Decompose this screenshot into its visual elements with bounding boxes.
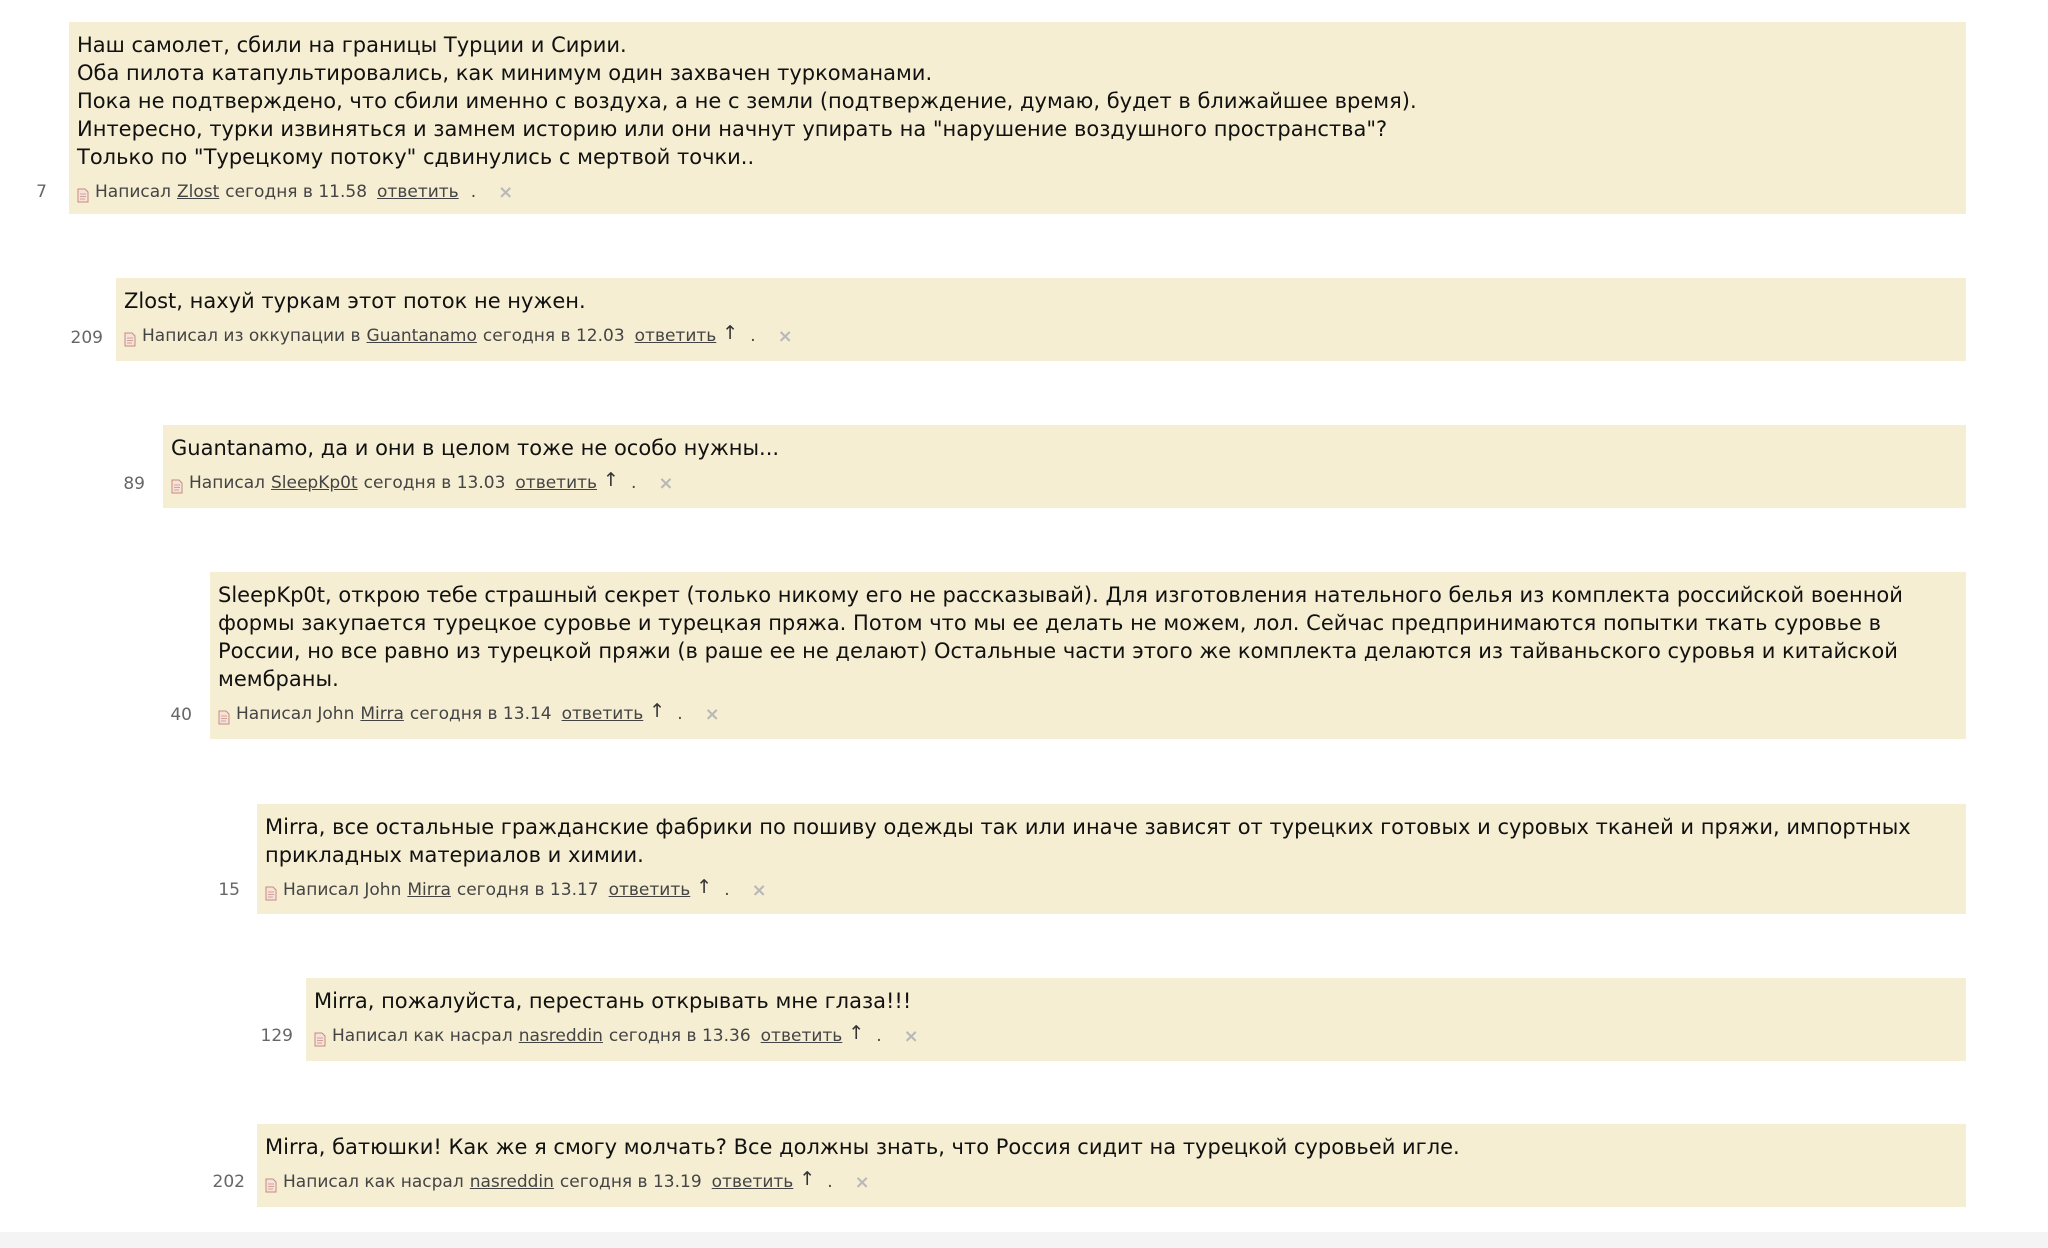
comment-text: Mirra, батюшки! Как же я смогу молчать? Все должны знать, что Россия сидит на турецкой суровьей игле. [265,1135,1460,1159]
comment-text: Zlost, нахуй туркам этот поток не нужен. [124,289,586,313]
comment-time: сегодня в 12.03 [482,326,625,346]
parent-arrow-icon[interactable]: ↑ [603,469,619,491]
comment-meta [124,322,1958,347]
comment-meta [218,700,1958,725]
comment-rating: 40 [170,705,192,725]
close-icon[interactable]: × [658,473,674,494]
comment-text: Mirra, пожалуйста, перестань открывать мне глаза!!! [314,989,912,1013]
comment-meta [171,469,1958,494]
author-prefix: Написал John [236,704,355,724]
separator-dot: . [827,1172,833,1192]
parent-arrow-icon[interactable]: ↑ [722,322,739,344]
comment-text: Guantanamo, да и они в целом тоже не особо нужны... [171,436,780,460]
comment-meta [314,1022,1958,1047]
document-icon [265,886,277,901]
comment-rating: 15 [218,880,240,900]
author-prefix: Написал из оккупации в [142,326,361,346]
document-icon [314,1032,326,1047]
reply-link[interactable]: ответить [711,1172,794,1192]
close-icon[interactable]: × [777,326,793,347]
reply-link[interactable]: ответить [760,1026,843,1046]
comment [306,978,1966,1061]
close-icon[interactable]: × [498,182,514,203]
separator-dot: . [750,326,756,346]
comment-text: SleepKp0t, открою тебе страшный секрет (только никому его не рассказывай). Для изготовления нательного белья из комплекта российской военной формы закупается турецкое суровье и турецкая пряжа. Потом что мы ее делать не можем, лол. Сейчас предпринимаются попытки ткать суровье в России, но все равно из турецкой пряжи (в раше ее не делают) Остальные части этого же комплекта делаются из тайваньского суровья и китайской мембраны. [218,583,1903,691]
comment-text: Наш самолет, сбили на границы Турции и Сирии. Оба пилота катапультировались, как минимум один захвачен туркоманами. Пока не подтверждено, что сбили именно с воздуха, а не с земли (подтверждение, думаю, будет в ближайшее время). Интересно, турки извиняться и замнем историю или они начнут упирать на "нарушение воздушного пространства"? Только по "Турецкому потоку" сдвинулись с мертвой точки.. [77,33,1417,169]
document-icon [124,332,136,347]
reply-link[interactable]: ответить [634,326,717,346]
comment-rating: 7 [36,182,47,202]
document-icon [265,1178,277,1193]
comment-time: сегодня в 13.36 [608,1026,751,1046]
parent-arrow-icon[interactable]: ↑ [848,1022,865,1044]
reply-link[interactable]: ответить [515,473,598,493]
close-icon[interactable]: × [704,704,720,725]
author-prefix: Написал [189,473,265,493]
separator-dot: . [876,1026,882,1046]
comment-time: сегодня в 13.03 [363,473,506,493]
reply-link[interactable]: ответить [608,880,691,900]
comment-time: сегодня в 11.58 [225,182,368,202]
author-link[interactable]: nasreddin [518,1026,603,1046]
reply-link[interactable]: ответить [561,704,644,724]
reply-link[interactable]: ответить [377,182,459,202]
comment-meta [265,1168,1958,1193]
separator-dot: . [470,182,477,202]
comment [210,572,1966,739]
author-prefix: Написал как насрал [283,1172,464,1192]
author-link[interactable]: Mirra [407,880,451,900]
comment-time: сегодня в 13.17 [456,880,599,900]
author-link[interactable]: nasreddin [469,1172,554,1192]
comment-time: сегодня в 13.19 [559,1172,702,1192]
comment [69,22,1966,214]
parent-arrow-icon[interactable]: ↑ [799,1168,816,1190]
separator-dot: . [724,880,730,900]
separator-dot: . [630,473,637,493]
separator-dot: . [677,704,683,724]
author-prefix: Написал как насрал [332,1026,513,1046]
close-icon[interactable]: × [751,880,767,901]
comment-meta [77,181,1958,203]
author-prefix: Написал John [283,880,402,900]
author-link[interactable]: Mirra [360,704,404,724]
comment-time: сегодня в 13.14 [409,704,552,724]
author-link[interactable]: SleepKp0t [271,473,358,493]
close-icon[interactable]: × [903,1026,919,1047]
comment-text: Mirra, все остальные гражданские фабрики по пошиву одежды так или иначе зависят от турецких готовых и суровых тканей и пряжи, импортных прикладных материалов и химии. [265,815,1911,867]
comment-rating: 209 [70,328,103,348]
author-link[interactable]: Zlost [177,182,220,202]
document-icon [171,479,183,494]
document-icon [77,188,89,203]
parent-arrow-icon[interactable]: ↑ [649,700,666,722]
close-icon[interactable]: × [854,1172,870,1193]
comment [257,1124,1966,1207]
author-prefix: Написал [95,182,171,202]
comment-rating: 129 [260,1026,293,1046]
comment-rating: 89 [123,474,145,494]
comment-meta [265,876,1958,901]
comment [163,425,1966,508]
comment-rating: 202 [212,1172,245,1192]
document-icon [218,710,230,725]
comment [257,804,1966,914]
comment [116,278,1966,361]
parent-arrow-icon[interactable]: ↑ [696,876,713,898]
author-link[interactable]: Guantanamo [366,326,477,346]
footer-bar [0,1232,2048,1248]
